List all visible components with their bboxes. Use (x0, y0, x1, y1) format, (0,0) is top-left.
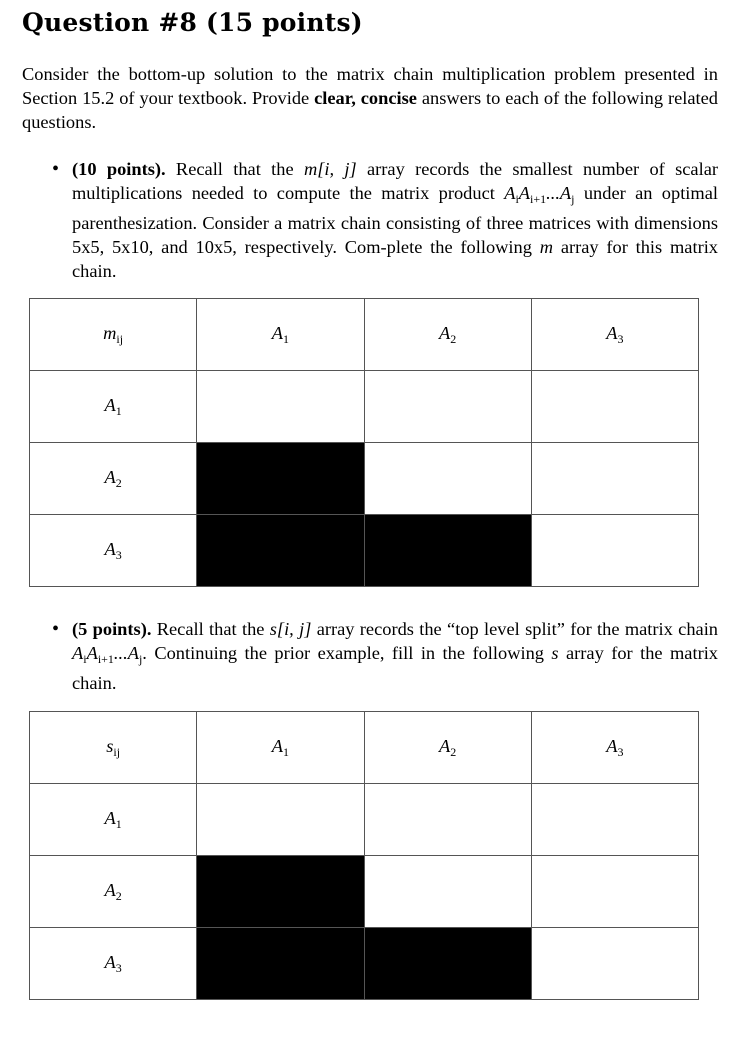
bullet-2-s: s (551, 643, 559, 663)
s-table-blocked-cell (364, 928, 531, 1000)
m-table-header-row (30, 299, 699, 371)
m-table-row-header: $A_3$ (30, 515, 197, 587)
bullet-2-dot: • (52, 618, 60, 640)
bullet-1-paragraph (72, 157, 718, 283)
s-table-header-row (30, 712, 699, 784)
m-table-row-header: $A_2$ (30, 443, 197, 515)
s-table-col-header: $A_1$ (197, 712, 364, 784)
bullet-2-text-1: Recall that the (151, 619, 270, 639)
question-title: Question #8 (15 points) (22, 8, 363, 37)
m-table-answer-cell[interactable] (364, 443, 531, 515)
m-table-answer-cell[interactable] (364, 371, 531, 443)
m-table-blocked-cell (364, 515, 531, 587)
s-table-row (30, 928, 699, 1000)
bullet-1-product: $A_iA_{i+1}...A_j$ (504, 183, 575, 206)
m-table-col-header: $A_2$ (364, 299, 531, 371)
m-table-row (30, 443, 699, 515)
bullet-2-paragraph (72, 617, 718, 695)
s-table-row (30, 784, 699, 856)
bullet-1-text-2: array records the smallest number of scalar multiplications needed to compute the matrix product (72, 159, 718, 203)
s-array-table (29, 711, 699, 1000)
bullet-2-text-4: array for the matrix chain. (72, 643, 718, 693)
s-table-row-header: $A_3$ (30, 928, 197, 1000)
m-array-table (29, 298, 699, 587)
s-table-answer-cell[interactable] (531, 856, 698, 928)
bullet-1-text-4: array for this matrix chain. (72, 237, 718, 281)
m-table-row-header: $A_1$ (30, 371, 197, 443)
m-table-answer-cell[interactable] (531, 371, 698, 443)
s-table-col-header: $A_2$ (364, 712, 531, 784)
m-table-corner: $m_{ij}$ (30, 299, 197, 371)
s-table-answer-cell[interactable] (531, 928, 698, 1000)
s-table-corner: $s_{ij}$ (30, 712, 197, 784)
m-table-blocked-cell (197, 443, 364, 515)
intro-text-2: answers to each of the following related questions. (22, 88, 718, 132)
s-table-answer-cell[interactable] (364, 784, 531, 856)
s-table-answer-cell[interactable] (364, 856, 531, 928)
m-table-row (30, 515, 699, 587)
m-table-col-header: $A_3$ (531, 299, 698, 371)
bullet-1-points: (10 points). (72, 159, 166, 179)
s-table-blocked-cell (197, 928, 364, 1000)
s-table-row-header: $A_1$ (30, 784, 197, 856)
s-table-answer-cell[interactable] (531, 784, 698, 856)
bullet-2-points: (5 points). (72, 619, 152, 639)
s-table-row-header: $A_2$ (30, 856, 197, 928)
bullet-1-dot: • (52, 158, 60, 180)
bullet-1-m-ij: m[i, j] (303, 159, 357, 179)
s-table-blocked-cell (197, 856, 364, 928)
bullet-2-text-2: array records the “top level split” for the matrix chain (311, 619, 718, 639)
bullet-2-product: $A_iA_{i+1}...A_j$ (72, 643, 143, 666)
m-table-row (30, 371, 699, 443)
intro-paragraph (22, 62, 718, 134)
s-table-row (30, 856, 699, 928)
m-table-col-header: $A_1$ (197, 299, 364, 371)
bullet-1-text-3: under an optimal parenthesization. Consider a matrix chain consisting of three matrices with dimensions 5x5, 5x10, and 10x5, respectively. Com-plete the following (72, 183, 718, 257)
bullet-2-s-ij: s[i, j] (269, 619, 312, 639)
m-table-answer-cell[interactable] (531, 515, 698, 587)
m-table-answer-cell[interactable] (197, 371, 364, 443)
m-table-blocked-cell (197, 515, 364, 587)
s-table-answer-cell[interactable] (197, 784, 364, 856)
intro-text-1: Consider the bottom-up solution to the matrix chain multiplication problem presented in Section 15.2 of your textbook. Provide (22, 64, 718, 108)
m-table-answer-cell[interactable] (531, 443, 698, 515)
bullet-1-m: m (539, 237, 554, 257)
bullet-1-text-1: Recall that the (165, 159, 304, 179)
bullet-2-text-3: . Continuing the prior example, fill in the following (142, 643, 552, 663)
s-table-col-header: $A_3$ (531, 712, 698, 784)
intro-bold: clear, concise (314, 88, 417, 108)
